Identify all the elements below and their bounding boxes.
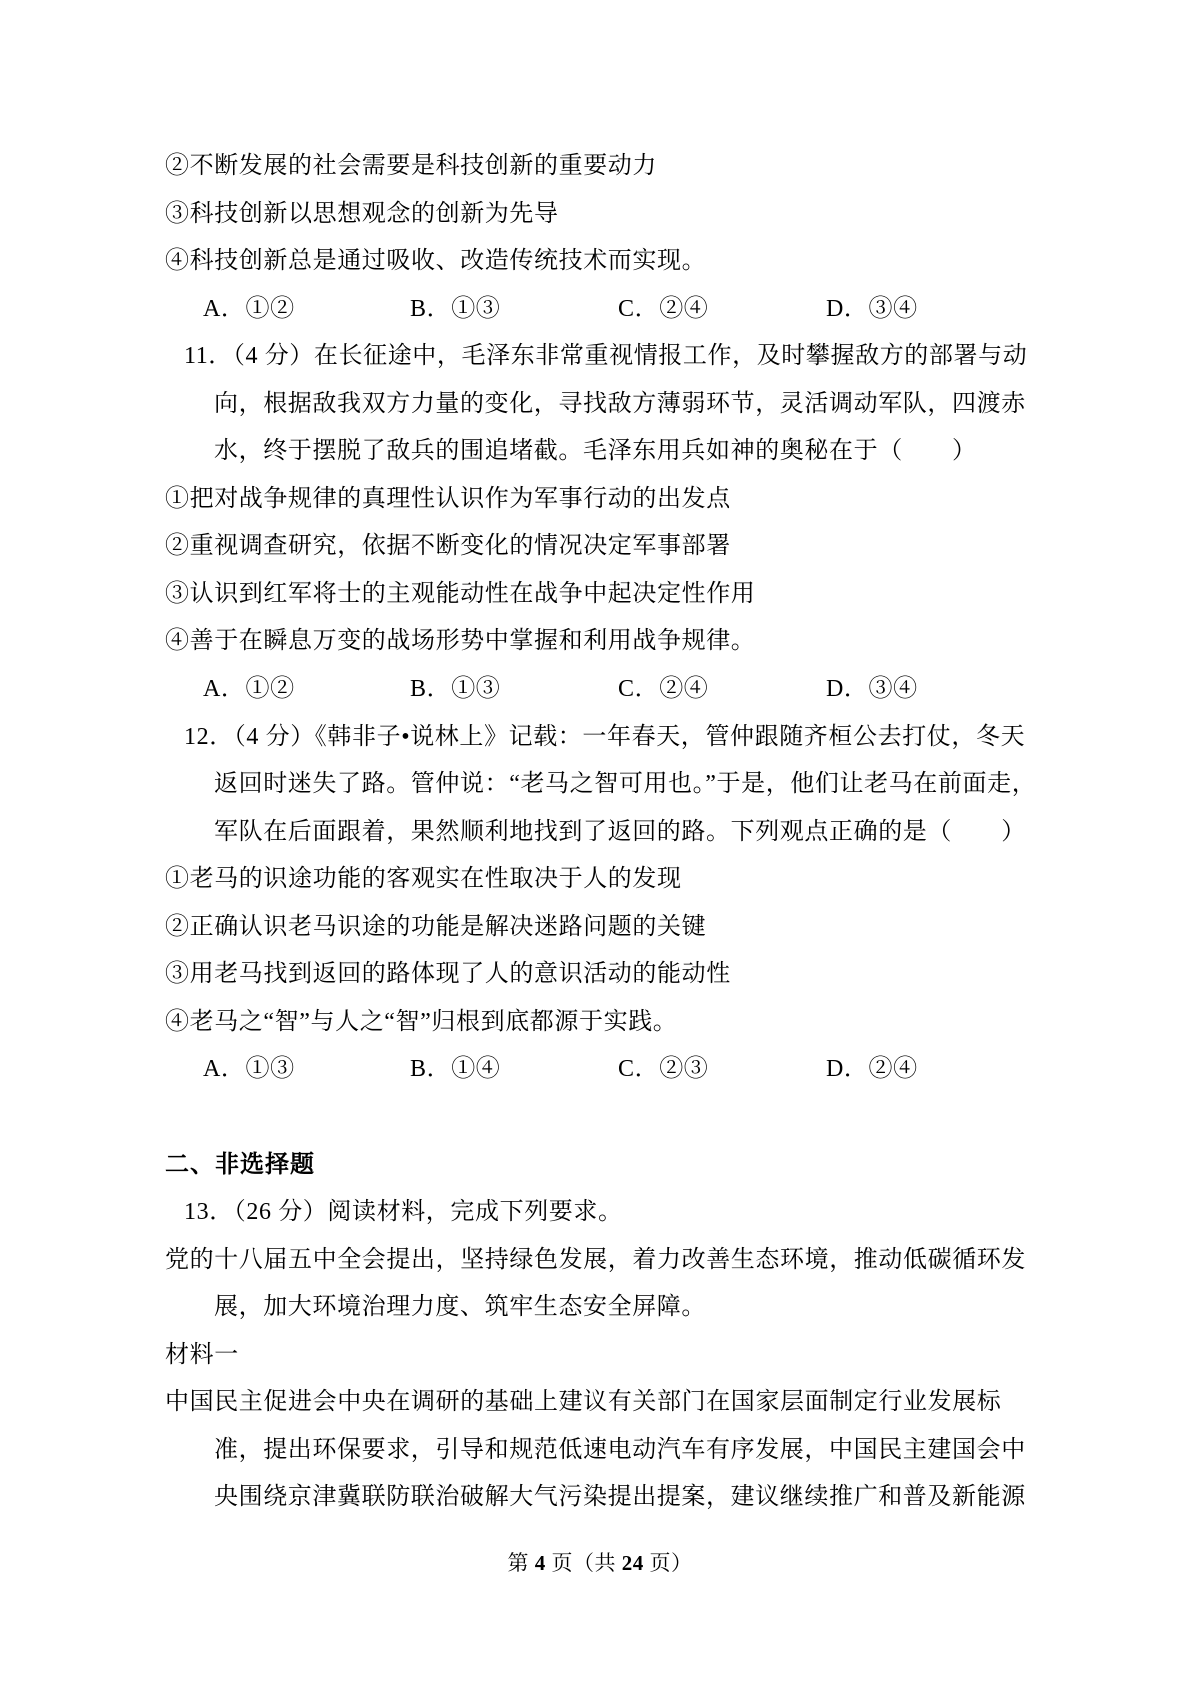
- footer-page-number: 4: [534, 1551, 546, 1575]
- q12-statement-1: ①老马的识途功能的客观实在性取决于人的发现: [165, 866, 682, 893]
- q11-choice-d: D．③④: [826, 676, 918, 703]
- q11-statement-1: ①把对战争规律的真理性认识作为军事行动的出发点: [165, 485, 731, 512]
- q10-choice-b: B．①③: [410, 295, 501, 322]
- page-footer: [0, 1543, 1200, 1583]
- q11-statement-4: ④善于在瞬息万变的战场形势中掌握和利用战争规律。: [165, 628, 756, 655]
- q11-stem-line-3: 水，终于摆脱了敌兵的围追堵截。毛泽东用兵如神的奥秘在于（ ）: [214, 438, 977, 465]
- q12-statement-3: ③用老马找到返回的路体现了人的意识活动的能动性: [165, 961, 731, 988]
- q12-statement-4: ④老马之“智”与人之“智”归根到底都源于实践。: [165, 1008, 678, 1035]
- q10-choice-d: D．③④: [826, 295, 918, 322]
- q11-choice-a: A．①②: [203, 676, 295, 703]
- q10-choice-a: A．①②: [203, 295, 295, 322]
- q10-statement-2: ②不断发展的社会需要是科技创新的重要动力: [165, 153, 657, 179]
- q13-stem-line: 13．（26 分）阅读材料，完成下列要求。: [184, 1199, 623, 1226]
- q13-material-1-line-3: 央围绕京津冀联防联治破解大气污染提出提案，建议继续推广和普及新能源: [214, 1484, 1026, 1511]
- q10-choice-row: [0, 286, 1200, 334]
- q13-paragraph-1-line-1: 党的十八届五中全会提出，坚持绿色发展，着力改善生态环境，推动低碳循环发: [165, 1246, 1026, 1273]
- q11-stem-line-2: 向，根据敌我双方力量的变化，寻找敌方薄弱环节，灵活调动军队，四渡赤: [214, 390, 1026, 417]
- q11-choice-b: B．①③: [410, 676, 501, 703]
- footer-suffix: 页）: [643, 1551, 693, 1575]
- q10-statement-4: ④科技创新总是通过吸收、改造传统技术而实现。: [165, 248, 707, 275]
- document-content: [0, 143, 1200, 1522]
- q11-choice-row: [0, 666, 1200, 714]
- q12-stem-line-3: 军队在后面跟着，果然顺利地找到了返回的路。下列观点正确的是（ ）: [214, 818, 1026, 845]
- q12-stem-line-1: 12．（4 分）《韩非子•说林上》记载：一年春天，管仲跟随齐桓公去打仗，冬天: [184, 723, 1026, 750]
- q11-statement-2: ②重视调查研究，依据不断变化的情况决定军事部署: [165, 533, 731, 560]
- q12-choice-d: D．②④: [826, 1056, 918, 1083]
- footer-prefix: 第: [507, 1551, 535, 1575]
- q11-choice-c: C．②④: [618, 676, 709, 703]
- q13-material-1-line-2: 准，提出环保要求，引导和规范低速电动汽车有序发展，中国民主建国会中: [214, 1436, 1026, 1463]
- q12-statement-2: ②正确认识老马识途的功能是解决迷路问题的关键: [165, 913, 707, 940]
- q10-statement-3: ③科技创新以思想观念的创新为先导: [165, 200, 559, 227]
- q13-material-1-label: 材料一: [165, 1341, 239, 1368]
- blank-line: [0, 1094, 1200, 1142]
- q11-statement-3: ③认识到红军将士的主观能动性在战争中起决定性作用: [165, 580, 756, 607]
- q13-paragraph-1-line-2: 展，加大环境治理力度、筑牢生态安全屏障。: [214, 1294, 706, 1321]
- section-2-heading: 二、非选择题: [165, 1151, 315, 1179]
- q10-choice-c: C．②④: [618, 295, 709, 322]
- q12-stem-line-2: 返回时迷失了路。管仲说：“老马之智可用也。”于是，他们让老马在前面走，: [214, 771, 1037, 798]
- q12-choice-row: [0, 1046, 1200, 1094]
- footer-total-pages: 24: [621, 1551, 644, 1575]
- q12-choice-c: C．②③: [618, 1056, 709, 1083]
- q12-choice-a: A．①③: [203, 1056, 295, 1083]
- q12-choice-b: B．①④: [410, 1056, 501, 1083]
- footer-middle: 页（共: [545, 1551, 622, 1575]
- q11-stem-line-1: 11．（4 分）在长征途中，毛泽东非常重视情报工作，及时攀握敌方的部署与动: [184, 343, 1028, 370]
- q13-material-1-line-1: 中国民主促进会中央在调研的基础上建议有关部门在国家层面制定行业发展标: [165, 1389, 1002, 1416]
